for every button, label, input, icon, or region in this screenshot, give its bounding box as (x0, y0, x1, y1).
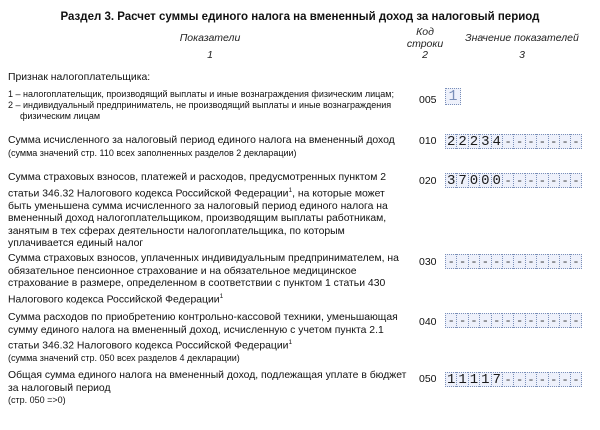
value-cell[interactable]: 0 (492, 173, 501, 189)
value-cell[interactable]: - (536, 173, 547, 188)
value-cell[interactable]: - (502, 313, 513, 328)
row-050-sub-0: (стр. 050 =>0) (8, 395, 66, 406)
value-cell[interactable]: 1 (469, 372, 479, 388)
value-cell[interactable]: - (525, 372, 536, 387)
row-030-line-3 (8, 291, 399, 307)
value-cell[interactable]: - (513, 372, 524, 387)
row-050-label (8, 370, 406, 406)
value-cell[interactable]: 1 (446, 372, 456, 388)
row-020-line-3: вмененный доход налогоплательщиком, производящим выплаты работникам, (8, 213, 387, 225)
value-cell[interactable]: 7 (492, 372, 501, 388)
header-values: Значение показателей (465, 32, 579, 44)
value-cell[interactable]: 2 (458, 134, 467, 150)
value-cell[interactable]: - (525, 173, 536, 188)
row-005-sub-2: физическим лицам (20, 110, 101, 121)
value-cell[interactable]: - (491, 254, 502, 269)
value-cell[interactable]: - (456, 313, 467, 328)
row-005-sub-1: 2 – индивидуальный предприниматель, не производящий выплаты и иные вознаграждения (8, 99, 392, 110)
value-cell[interactable]: - (502, 254, 513, 269)
row-040-footnote: 1 (288, 339, 293, 347)
row-030-label (8, 253, 399, 307)
row-010-label (8, 135, 395, 159)
row-010-sub-0: (сумма значений стр. 110 всех заполненных разделов 2 декларации) (8, 147, 297, 158)
value-cell[interactable]: - (502, 134, 513, 149)
row-020-line-1-tail: , на которые может (292, 188, 385, 200)
value-cell[interactable]: - (570, 254, 581, 269)
row-005-code: 005 (419, 94, 437, 106)
value-cell[interactable]: - (570, 372, 581, 387)
value-cell[interactable]: - (513, 173, 524, 188)
value-cell[interactable]: 1 (481, 372, 490, 388)
row-050-line-1: за налоговый период (8, 382, 111, 394)
value-cell[interactable]: - (525, 134, 536, 149)
row-030-code: 030 (419, 256, 437, 268)
value-cell[interactable]: - (479, 313, 490, 328)
value-cell[interactable]: 2 (446, 134, 456, 150)
row-010-code: 010 (419, 135, 437, 147)
header-code-line1: Код (416, 26, 434, 38)
value-cell[interactable]: - (513, 134, 524, 149)
value-cell[interactable]: - (548, 313, 559, 328)
row-020-line-1-text: статьи 346.32 Налогового кодекса Российской Федерации (8, 188, 289, 200)
value-cell[interactable]: 1 (458, 372, 467, 388)
row-040-line-2-text: статьи 346.32 Налогового кодекса Российской Федерации (8, 340, 289, 352)
value-cell[interactable]: - (468, 254, 479, 269)
row-020-line-2: быть уменьшена сумма исчисленного за налоговый период единого налога на (8, 200, 388, 212)
value-cell[interactable]: - (536, 134, 547, 149)
row-005-value-cell[interactable]: 1 (445, 88, 461, 105)
value-cell[interactable]: - (548, 254, 559, 269)
header-num-1: 1 (207, 49, 213, 61)
row-040-line-0: Сумма расходов по приобретению контрольно-кассовой техники, уменьшающая (8, 312, 398, 323)
value-cell[interactable]: - (445, 254, 456, 269)
row-020-label (8, 172, 388, 251)
value-cell[interactable]: 0 (469, 173, 479, 189)
value-cell[interactable]: - (468, 313, 479, 328)
row-040-line-1: сумму единого налога на вмененный доход, исчисленную с учетом пункта 2.1 (8, 324, 384, 336)
value-cell[interactable]: - (445, 313, 456, 328)
row-005-sub-0: 1 – налогоплательщик, производящий выплаты и иные вознаграждения физическим лицам; (8, 88, 394, 99)
value-cell[interactable]: - (559, 134, 570, 149)
header-indicators: Показатели (179, 32, 241, 44)
row-020-line-4: занятым в тех сферах деятельности налогоплательщика, по которым (8, 225, 345, 237)
row-010-line-0: Сумма исчисленного за налоговый период единого налога на вмененный доход (8, 135, 395, 146)
row-040-line-2 (8, 337, 398, 353)
row-040-value-cells[interactable] (445, 313, 582, 328)
row-050-code: 050 (419, 373, 437, 385)
row-020-line-0: Сумма страховых взносов, платежей и расходов, предусмотренных пунктом 2 (8, 172, 386, 183)
value-cell[interactable]: - (536, 313, 547, 328)
value-cell[interactable]: - (570, 173, 581, 188)
row-040-code: 040 (419, 316, 437, 328)
row-020-footnote: 1 (288, 186, 293, 194)
value-cell[interactable]: - (513, 254, 524, 269)
value-cell[interactable]: - (548, 134, 559, 149)
value-cell[interactable]: - (570, 134, 581, 149)
row-005-line-0: Признак налогоплательщика: (8, 72, 151, 83)
row-020-value-cells[interactable] (445, 173, 582, 188)
row-030-line-2: страхование в размере, определенном в соответствии с пунктом 1 статьи 430 (8, 278, 386, 290)
section-title: Раздел 3. Расчет суммы единого налога на вмененный доход за налоговый период (60, 11, 540, 23)
row-030-line-0: Сумма страховых взносов, уплаченных индивидуальным предпринимателем, на (8, 253, 399, 264)
value-cell[interactable]: 3 (446, 173, 456, 189)
row-050-line-0: Общая сумма единого налога на вмененный доход, подлежащая уплате в бюджет (8, 370, 407, 381)
value-cell[interactable]: 7 (458, 173, 467, 189)
row-020-line-1 (8, 185, 388, 201)
value-cell[interactable]: - (491, 313, 502, 328)
value-cell[interactable]: 4 (492, 134, 501, 150)
row-030-line-3-text: Налогового кодекса Российской Федерации (8, 294, 220, 306)
header-num-3: 3 (519, 49, 525, 61)
value-cell[interactable]: - (536, 254, 547, 269)
row-020-line-5: уплачивается единый налог (8, 238, 144, 250)
value-cell[interactable]: - (559, 313, 570, 328)
row-030-value-cells[interactable] (445, 254, 582, 269)
row-030-footnote: 1 (219, 292, 224, 300)
value-cell[interactable]: - (559, 173, 570, 188)
value-cell[interactable]: 3 (481, 134, 490, 150)
row-010-value-cells[interactable] (445, 134, 582, 149)
value-cell[interactable]: - (502, 372, 513, 387)
value-cell[interactable]: - (513, 313, 524, 328)
value-cell[interactable]: - (548, 173, 559, 188)
value-cell[interactable]: - (548, 372, 559, 387)
header-code-line2: строки (406, 38, 444, 50)
row-040-label (8, 312, 398, 364)
row-030-line-1: обязательное пенсионное страхование и на обязательное медицинское (8, 265, 357, 277)
value-cell[interactable]: - (502, 173, 513, 188)
value-cell[interactable]: - (570, 313, 581, 328)
row-050-value-cells[interactable] (445, 372, 582, 387)
value-cell[interactable]: - (525, 254, 536, 269)
row-040-sub-0: (сумма значений стр. 050 всех разделов 4 декларации) (8, 353, 240, 364)
value-cell[interactable]: - (536, 372, 547, 387)
row-020-code: 020 (419, 175, 437, 187)
value-cell[interactable]: - (525, 313, 536, 328)
header-num-2: 2 (422, 49, 428, 61)
value-cell[interactable]: 2 (469, 134, 479, 150)
value-cell[interactable]: - (559, 372, 570, 387)
value-cell[interactable]: - (559, 254, 570, 269)
value-cell[interactable]: - (456, 254, 467, 269)
value-cell[interactable]: - (479, 254, 490, 269)
header-code (405, 26, 445, 50)
row-005-label (8, 72, 394, 122)
value-cell[interactable]: 0 (481, 173, 490, 189)
